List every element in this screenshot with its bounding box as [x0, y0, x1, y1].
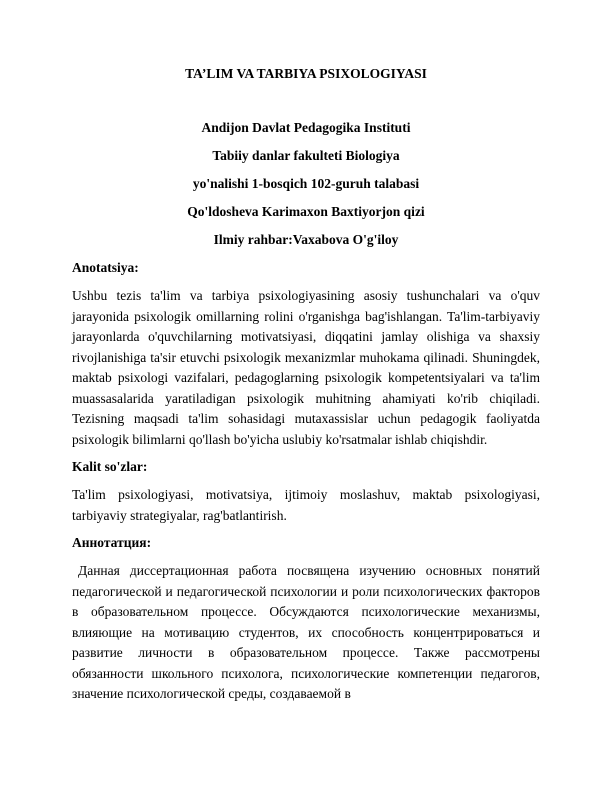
institute-line: Andijon Davlat Pedagogika Instituti	[201, 120, 411, 135]
keywords-heading: Kalit so'zlar:	[72, 459, 148, 474]
faculty-line: Tabiiy danlar fakulteti Biologiya	[212, 148, 400, 163]
author-name: Qo'ldosheva Karimaxon Baxtiyorjon qizi	[187, 204, 425, 219]
author-info	[72, 120, 540, 248]
supervisor-line: Ilmiy rahbar:Vaxabova O'g'iloy	[213, 232, 399, 247]
abstract-uz-text: Ushbu tezis ta'lim va tarbiya psixologiyasining asosiy tushunchalari va o'quv jarayonida psixologik omillarning rolini o'rganishga bag'ishlangan. Ta'lim-tarbiyaviy jarayonlarda o'quvchilarning motivatsiyasi, diqqatini jamlay olishiga va shaxsiy rivojlanishiga ta'sir etuvchi psixologik mexanizmlar muhokama qilinadi. Shuningdek, maktab psixologi vazifalari, pedagoglarning psixologik kompetentsiyalari va ta'lim muassasalarida yaratiladigan psixologik muhitning ahamiyati ko'rib chiqiladi. Tezisning maqsadi ta'lim sohasidagi mutaxassislar uchun pedagogik faoliyatda psixologik bilimlarni qo'llash bo'yicha uslubiy ko'rsatmalar ishlab chiqishdir.	[72, 288, 540, 447]
document-title: TA’LIM VA TARBIYA PSIXOLOGIYASI	[185, 66, 427, 81]
abstract-uz-heading: Anotatsiya:	[72, 260, 139, 275]
document-page	[72, 66, 540, 714]
abstract-ru-text: Данная диссертационная работа посвящена изучению основных понятий педагогической и педагогической психологии и роли психологических факторов в образовательном процессе. Обсуждаются психологические механизмы, влияющие на мотивацию студентов, их способность концентрироваться и развитие личности в образовательном процессе. Также рассмотрены обязанности школьного психолога, психологические компетенции педагогов, значение психологической среды, создаваемой в	[72, 563, 540, 701]
keywords-text: Ta'lim psixologiyasi, motivatsiya, ijtimoiy moslashuv, maktab psixologiyasi, tarbiyaviy strategiyalar, rag'batlantirish.	[72, 487, 540, 523]
group-line: yo'nalishi 1-bosqich 102-guruh talabasi	[192, 176, 420, 191]
abstract-ru-heading: Аннотатция:	[72, 535, 152, 550]
